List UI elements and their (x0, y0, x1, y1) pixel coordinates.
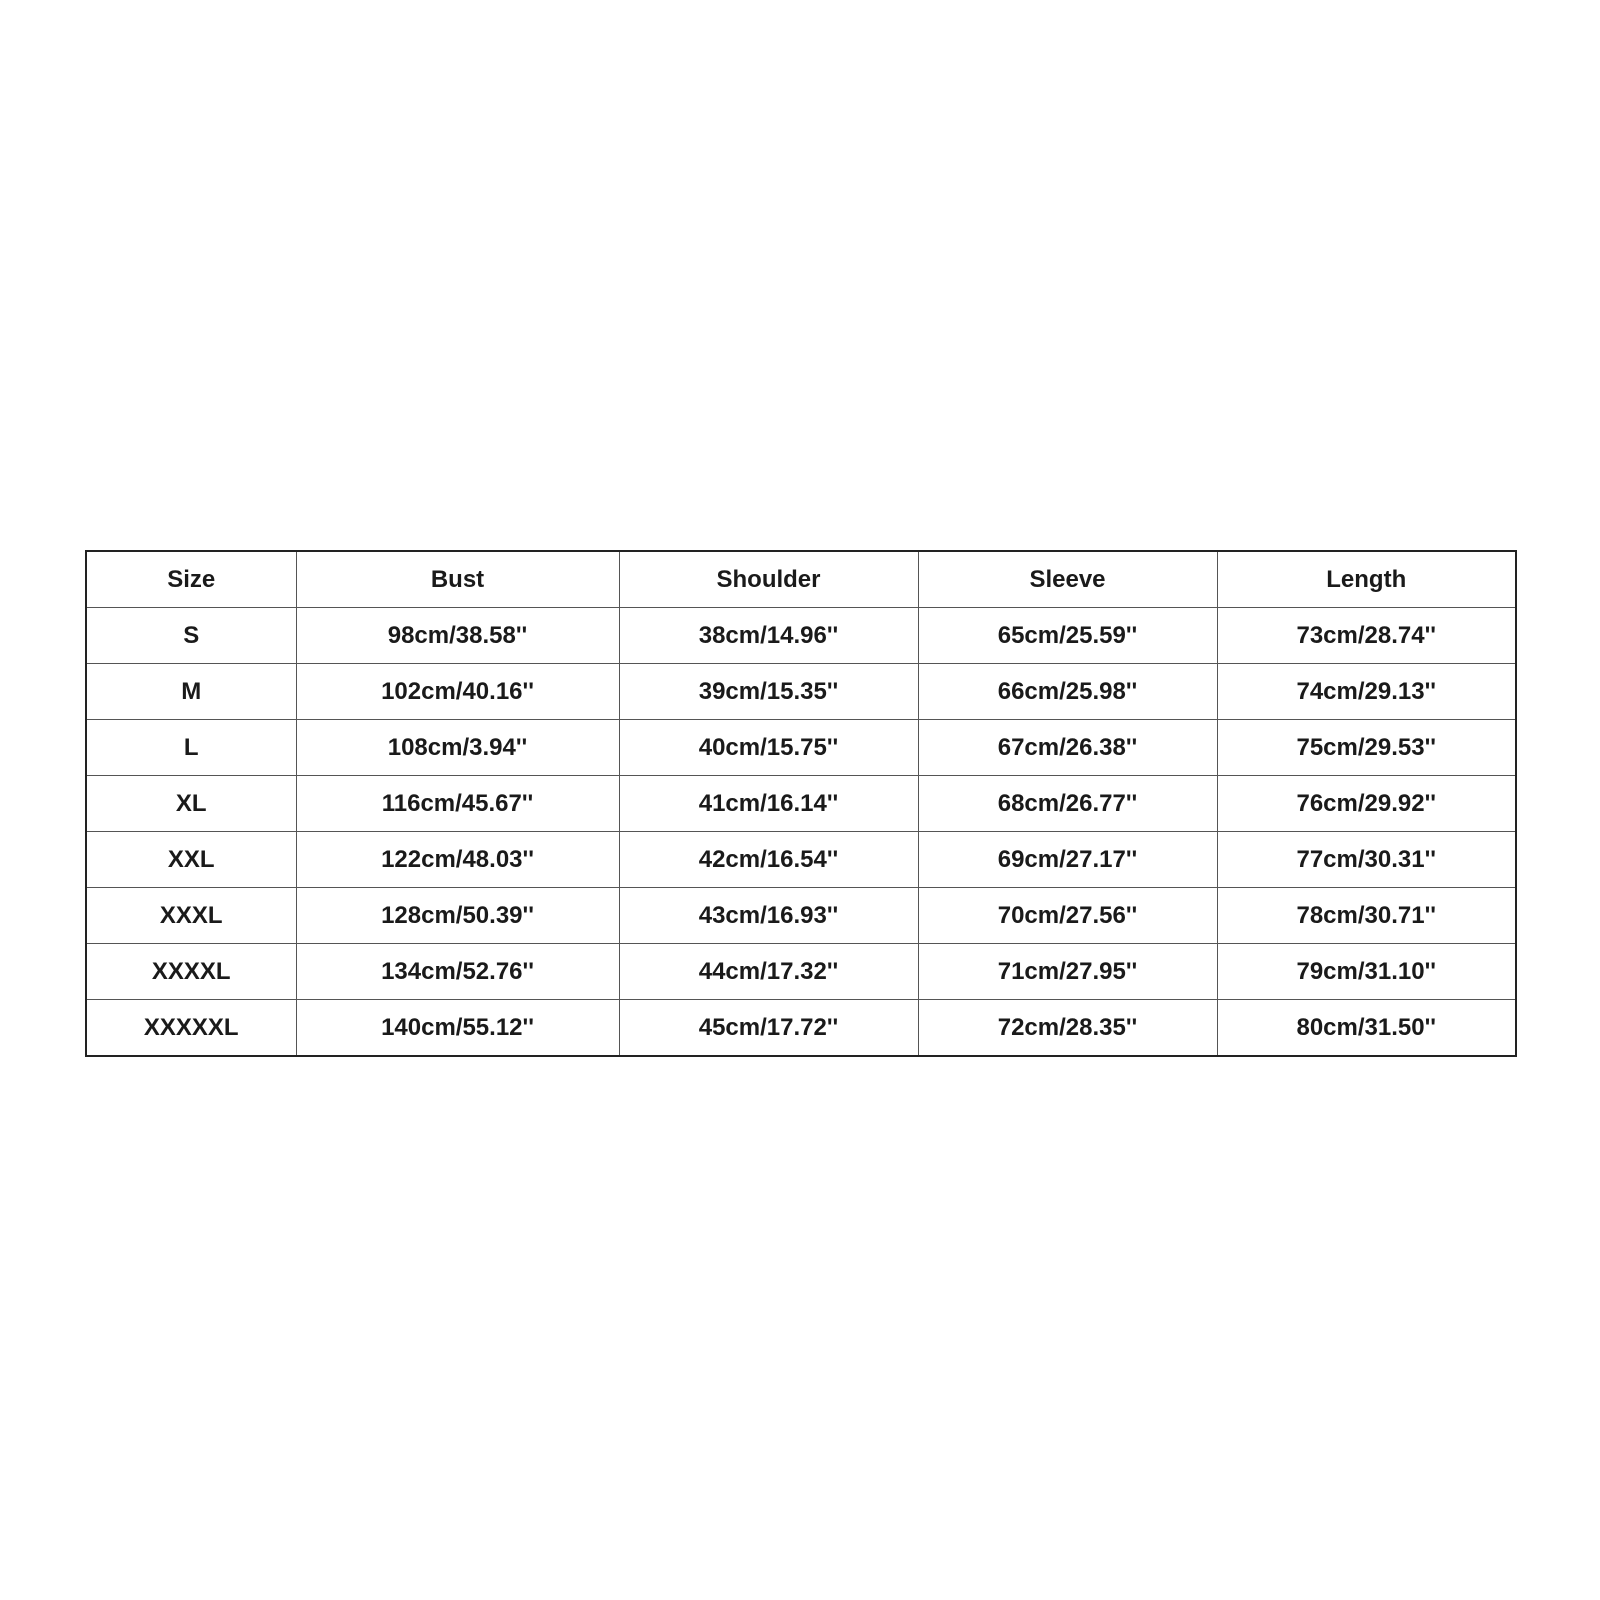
cell-length: 77cm/30.31'' (1217, 832, 1516, 888)
cell-size: XXXL (86, 888, 296, 944)
size-chart-table (85, 550, 1517, 1057)
cell-shoulder: 39cm/15.35'' (619, 664, 918, 720)
header-shoulder: Shoulder (619, 551, 918, 608)
cell-sleeve: 65cm/25.59'' (918, 608, 1217, 664)
cell-shoulder: 43cm/16.93'' (619, 888, 918, 944)
cell-bust: 108cm/3.94'' (296, 720, 619, 776)
header-row (86, 551, 1516, 608)
cell-size: XXXXXL (86, 1000, 296, 1057)
cell-bust: 140cm/55.12'' (296, 1000, 619, 1057)
table-row (86, 888, 1516, 944)
cell-length: 76cm/29.92'' (1217, 776, 1516, 832)
table-row (86, 1000, 1516, 1057)
size-chart-container (85, 550, 1515, 1050)
table-row (86, 776, 1516, 832)
cell-bust: 102cm/40.16'' (296, 664, 619, 720)
cell-sleeve: 71cm/27.95'' (918, 944, 1217, 1000)
cell-bust: 128cm/50.39'' (296, 888, 619, 944)
table-row (86, 720, 1516, 776)
cell-sleeve: 66cm/25.98'' (918, 664, 1217, 720)
header-length: Length (1217, 551, 1516, 608)
cell-shoulder: 42cm/16.54'' (619, 832, 918, 888)
table-row (86, 944, 1516, 1000)
cell-size: XXXXL (86, 944, 296, 1000)
cell-bust: 122cm/48.03'' (296, 832, 619, 888)
cell-size: XL (86, 776, 296, 832)
cell-length: 73cm/28.74'' (1217, 608, 1516, 664)
cell-sleeve: 69cm/27.17'' (918, 832, 1217, 888)
cell-size: L (86, 720, 296, 776)
cell-sleeve: 72cm/28.35'' (918, 1000, 1217, 1057)
cell-shoulder: 44cm/17.32'' (619, 944, 918, 1000)
cell-sleeve: 67cm/26.38'' (918, 720, 1217, 776)
cell-size: S (86, 608, 296, 664)
header-bust: Bust (296, 551, 619, 608)
table-row (86, 664, 1516, 720)
cell-length: 78cm/30.71'' (1217, 888, 1516, 944)
cell-bust: 116cm/45.67'' (296, 776, 619, 832)
cell-shoulder: 38cm/14.96'' (619, 608, 918, 664)
cell-size: XXL (86, 832, 296, 888)
cell-length: 80cm/31.50'' (1217, 1000, 1516, 1057)
table-row (86, 608, 1516, 664)
table-row (86, 832, 1516, 888)
cell-length: 79cm/31.10'' (1217, 944, 1516, 1000)
cell-bust: 98cm/38.58'' (296, 608, 619, 664)
cell-sleeve: 70cm/27.56'' (918, 888, 1217, 944)
header-size: Size (86, 551, 296, 608)
cell-length: 74cm/29.13'' (1217, 664, 1516, 720)
cell-shoulder: 41cm/16.14'' (619, 776, 918, 832)
cell-shoulder: 45cm/17.72'' (619, 1000, 918, 1057)
cell-sleeve: 68cm/26.77'' (918, 776, 1217, 832)
cell-shoulder: 40cm/15.75'' (619, 720, 918, 776)
header-sleeve: Sleeve (918, 551, 1217, 608)
cell-length: 75cm/29.53'' (1217, 720, 1516, 776)
cell-bust: 134cm/52.76'' (296, 944, 619, 1000)
cell-size: M (86, 664, 296, 720)
